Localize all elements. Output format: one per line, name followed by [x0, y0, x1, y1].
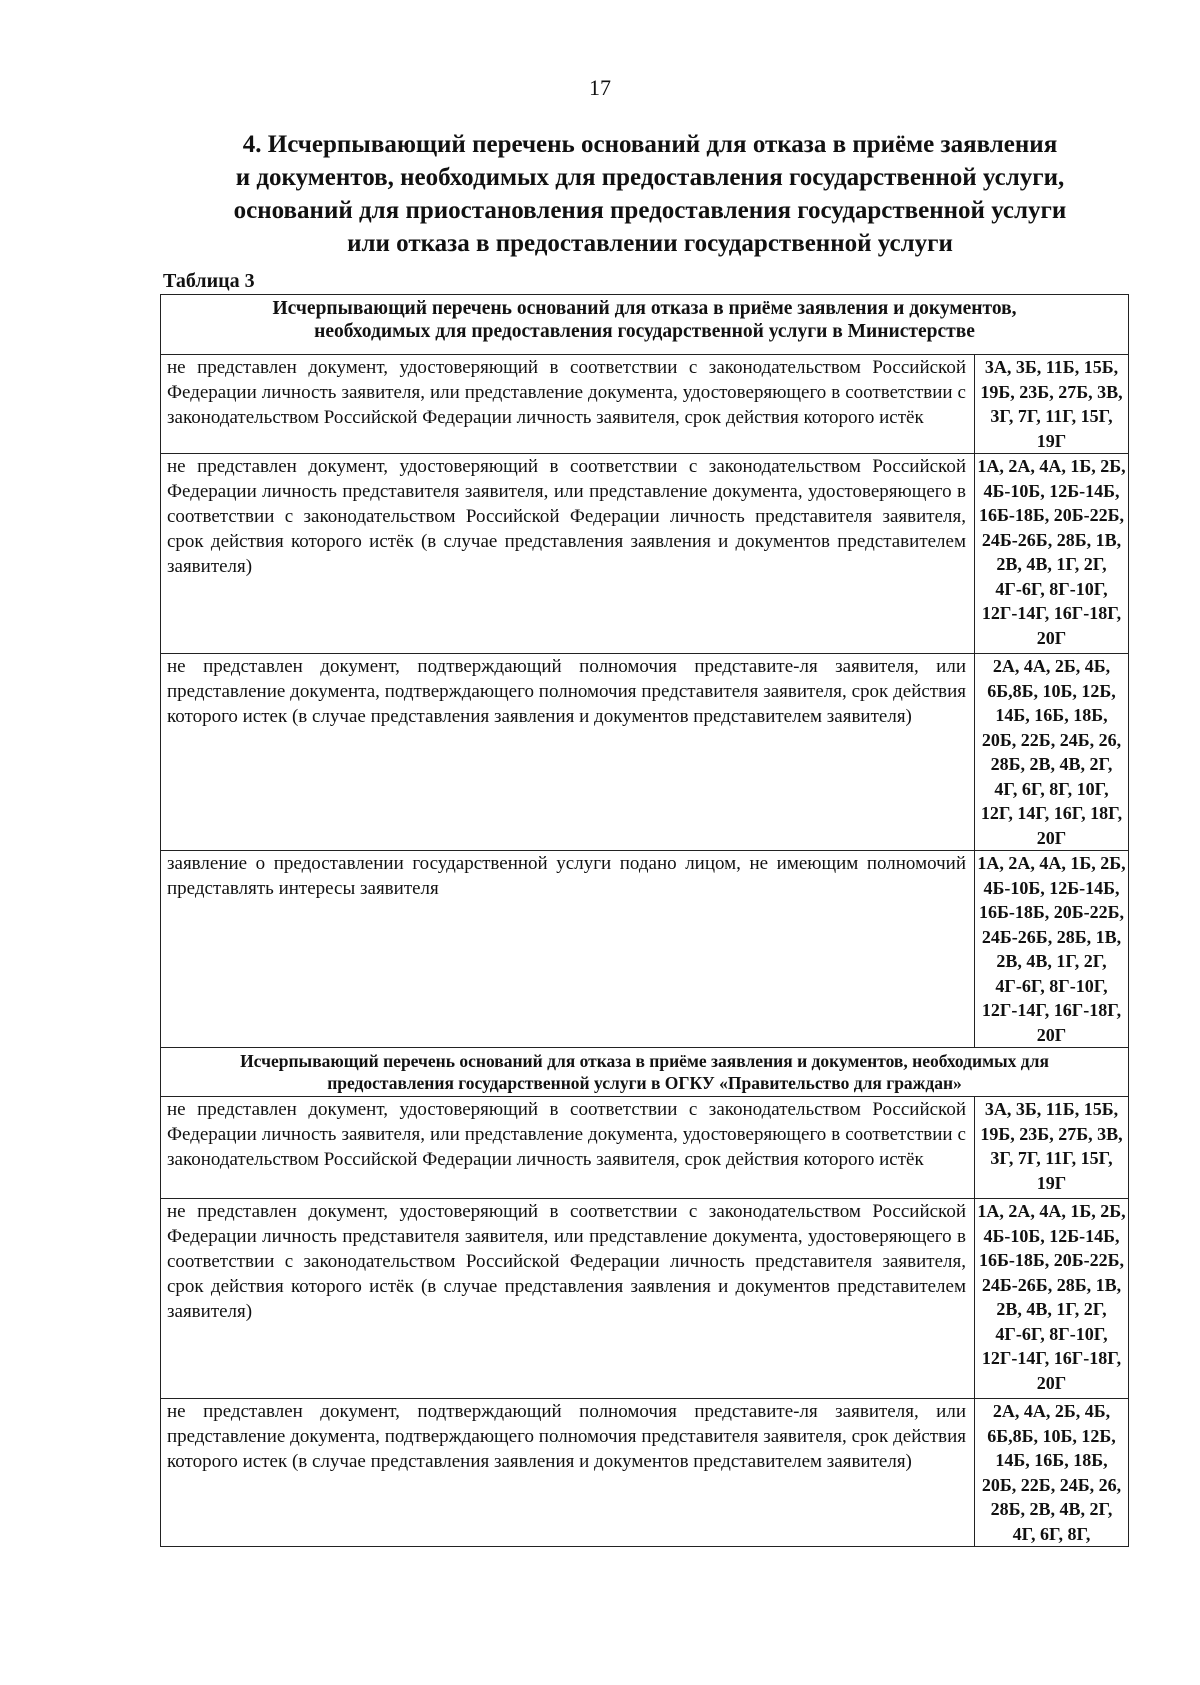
table-row: [161, 1097, 1129, 1199]
table-section-heading-row: [161, 1048, 1129, 1097]
ground-cell: не представлен документ, удостоверяющий в соответствии с законодательством Российской Федерации личность представителя заявителя, или представление документа, удостоверяющего в соответствии с законодательством Российской Федерации личность представителя заявителя, срок действия которого истёк (в случае представления заявления и документов представителем заявителя): [161, 1199, 975, 1399]
codes-cell: 2А, 4А, 2Б, 4Б, 6Б,8Б, 10Б, 12Б, 14Б, 16Б, 18Б, 20Б, 22Б, 24Б, 26, 28Б, 2В, 4В, 2Г, 4Г, 6Г, 8Г, 10Г, 12Г, 14Г, 16Г, 18Г, 20Г: [975, 654, 1129, 851]
heading-line: Исчерпывающий перечень оснований для отказа в приёме заявления и документов,: [272, 298, 1017, 319]
heading-line: Исчерпывающий перечень оснований для отказа в приёме заявления и документов, необходимых для: [240, 1051, 1049, 1071]
table-section-heading: [161, 295, 1129, 355]
heading-line: предоставления государственной услуги в ОГКУ «Правительство для граждан»: [327, 1073, 962, 1093]
heading-line: необходимых для предоставления государственной услуги в Министерстве: [314, 321, 975, 342]
section-title-line: 4. Исчерпывающий перечень оснований для отказа в приёме заявления: [242, 131, 1058, 158]
codes-cell: 1А, 2А, 4А, 1Б, 2Б, 4Б-10Б, 12Б-14Б, 16Б-18Б, 20Б-22Б, 24Б-26Б, 28Б, 1В, 2В, 4В, 1Г, 2Г, 4Г-6Г, 8Г-10Г, 12Г-14Г, 16Г-18Г, 20Г: [975, 1199, 1129, 1399]
codes-cell: 2А, 4А, 2Б, 4Б, 6Б,8Б, 10Б, 12Б, 14Б, 16Б, 18Б, 20Б, 22Б, 24Б, 26, 28Б, 2В, 4В, 2Г, 4Г, 6Г, 8Г,: [975, 1399, 1129, 1547]
codes-cell: 1А, 2А, 4А, 1Б, 2Б, 4Б-10Б, 12Б-14Б, 16Б-18Б, 20Б-22Б, 24Б-26Б, 28Б, 1В, 2В, 4В, 1Г, 2Г, 4Г-6Г, 8Г-10Г, 12Г-14Г, 16Г-18Г, 20Г: [975, 851, 1129, 1048]
table-row: [161, 454, 1129, 654]
section-title-line: или отказа в предоставлении государственной услуги: [347, 230, 953, 257]
table-row: [161, 355, 1129, 454]
table-row: [161, 654, 1129, 851]
codes-cell: 3А, 3Б, 11Б, 15Б, 19Б, 23Б, 27Б, 3В, 3Г, 7Г, 11Г, 15Г, 19Г: [975, 355, 1129, 454]
section-title: [160, 128, 1140, 260]
table-row: [161, 1399, 1129, 1547]
table-section-heading: [161, 1048, 1129, 1097]
table-row: [161, 1199, 1129, 1399]
ground-cell: не представлен документ, удостоверяющий в соответствии с законодательством Российской Федерации личность представителя заявителя, или представление документа, удостоверяющего в соответствии с законодательством Российской Федерации личность представителя заявителя, срок действия которого истёк (в случае представления заявления и документов представителем заявителя): [161, 454, 975, 654]
codes-cell: 3А, 3Б, 11Б, 15Б, 19Б, 23Б, 27Б, 3В, 3Г, 7Г, 11Г, 15Г, 19Г: [975, 1097, 1129, 1199]
table-section-heading-row: [161, 295, 1129, 355]
ground-cell: заявление о предоставлении государственной услуги подано лицом, не имеющим полномочий представлять интересы заявителя: [161, 851, 975, 1048]
ground-cell: не представлен документ, удостоверяющий в соответствии с законодательством Российской Федерации личность заявителя, или представление документа, удостоверяющего в соответствии с законодательством Российской Федерации личность заявителя, срок действия которого истёк: [161, 355, 975, 454]
ground-cell: не представлен документ, подтверждающий полномочия представите-ля заявителя, или представление документа, подтверждающего полномочия представителя заявителя, срок действия которого истек (в случае представления заявления и документов представителем заявителя): [161, 654, 975, 851]
section-title-line: оснований для приостановления предоставления государственной услуги: [233, 197, 1067, 224]
ground-cell: не представлен документ, подтверждающий полномочия представите-ля заявителя, или представление документа, подтверждающего полномочия представителя заявителя, срок действия которого истек (в случае представления заявления и документов представителем заявителя): [161, 1399, 975, 1547]
grounds-table: [160, 294, 1129, 1547]
page-number: 17: [589, 75, 611, 100]
table-row: [161, 851, 1129, 1048]
ground-cell: не представлен документ, удостоверяющий в соответствии с законодательством Российской Федерации личность заявителя, или представление документа, удостоверяющего в соответствии с законодательством Российской Федерации личность заявителя, срок действия которого истёк: [161, 1097, 975, 1199]
table-caption: Таблица 3: [163, 270, 255, 292]
codes-cell: 1А, 2А, 4А, 1Б, 2Б, 4Б-10Б, 12Б-14Б, 16Б-18Б, 20Б-22Б, 24Б-26Б, 28Б, 1В, 2В, 4В, 1Г, 2Г, 4Г-6Г, 8Г-10Г, 12Г-14Г, 16Г-18Г, 20Г: [975, 454, 1129, 654]
section-title-line: и документов, необходимых для предоставления государственной услуги,: [235, 164, 1065, 191]
